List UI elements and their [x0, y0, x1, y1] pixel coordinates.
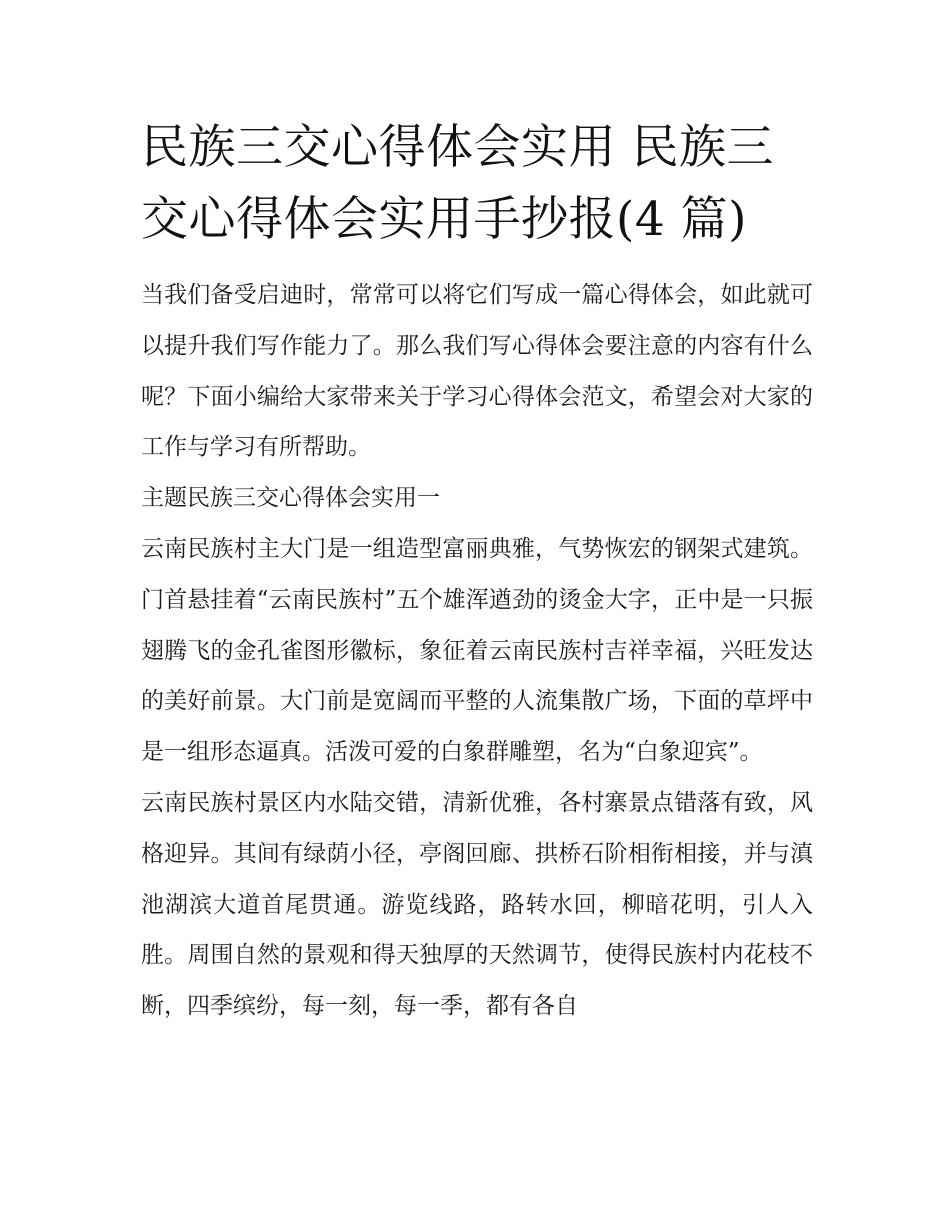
body-paragraph-scenery: 云南民族村景区内水陆交错，清新优雅，各村寨景点错落有致，风格迎异。其间有绿荫小径，亭阁回廊、拱桥石阶相衔相接，并与滇池湖滨大道首尾贯通。游览线路，路转水回，柳暗花明，引人入胜。周围自然的景观和得天独厚的天然调节，使得民族村内花枝不断，四季缤纷，每一刻，每一季，都有各自	[141, 789, 813, 1020]
document-body	[141, 112, 813, 1032]
intro-paragraph: 当我们备受启迪时，常常可以将它们写成一篇心得体会，如此就可以提升我们写作能力了。那么我们写心得体会要注意的内容有什么呢？下面小编给大家带来关于学习心得体会范文，希望会对大家的工作与学习有所帮助。	[141, 282, 813, 461]
document-title: 民族三交心得体会实用 民族三交心得体会实用手抄报(4 篇)	[141, 120, 774, 247]
section-heading: 主题民族三交心得体会实用一	[141, 485, 440, 512]
body-paragraph-gate: 云南民族村主大门是一组造型富丽典雅，气势恢宏的钢架式建筑。门首悬挂着“云南民族村”五个雄浑遒劲的烫金大字，正中是一只振翅腾飞的金孔雀图形徽标，象征着云南民族村吉祥幸福，兴旺发达的美好前景。大门前是宽阔而平整的人流集散广场，下面的草坪中是一组形态逼真。活泼可爱的白象群雕塑，名为“白象迎宾”。	[141, 535, 813, 766]
